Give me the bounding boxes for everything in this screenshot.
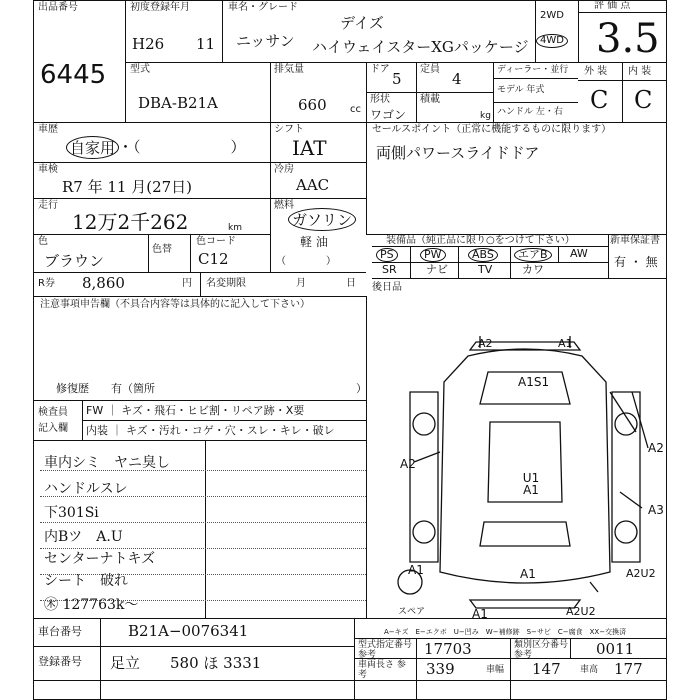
- rear-window: [480, 522, 570, 546]
- note-line: ㊍ 127763k〜: [44, 597, 139, 613]
- wheel-rr: [615, 521, 637, 543]
- equip-airbag: エアB: [514, 248, 552, 262]
- vehicle-diagram: [380, 332, 670, 622]
- length-label: 車両長さ 参考: [358, 660, 406, 680]
- first-reg-label: 初度登録年月: [130, 2, 190, 13]
- sales-point-label: セールスポイント（正常に機能するものに限ります）: [372, 124, 612, 135]
- capacity-label: 定員: [420, 64, 440, 75]
- int-grade: C: [634, 86, 653, 114]
- height-value: 177: [614, 660, 643, 678]
- fw-row: FW ｜ キズ・飛石・ヒビ割・リペア跡・X要: [86, 404, 305, 417]
- damage-mark: A3: [648, 503, 664, 517]
- doors-label: ドア: [370, 64, 390, 75]
- type-no-label: 型式指定番号 参考: [358, 640, 413, 660]
- recycle-label: R券: [38, 278, 55, 289]
- paren-label: （ ）: [276, 256, 336, 267]
- later-label: 後日品: [372, 282, 402, 293]
- equip-navi: ナビ: [426, 263, 448, 276]
- model-label: 型式: [130, 64, 150, 75]
- inspection-label: 車検: [38, 164, 58, 175]
- mileage-label: 走行: [38, 200, 58, 211]
- class-no-value: 0011: [596, 640, 635, 658]
- km-unit: km: [228, 223, 242, 233]
- note-line: シート 破れ: [44, 573, 128, 589]
- reg-no-label: 登録番号: [38, 655, 82, 668]
- grade-score-label: 評 価 点: [594, 0, 631, 11]
- width-label: 車幅: [486, 665, 505, 675]
- color-value: ブラウン: [44, 252, 105, 270]
- ac-value: AAC: [296, 176, 330, 194]
- displacement-label: 排気量: [274, 64, 304, 75]
- damage-mark: A2: [400, 457, 416, 471]
- usage-paren: ・（ ）: [118, 138, 246, 156]
- fuel-label: 燃料: [274, 200, 294, 211]
- shift-value: IAT: [292, 136, 327, 160]
- damage-mark: A1S1: [518, 375, 550, 389]
- damage-mark: A2U2: [566, 605, 596, 618]
- mileage-value: 12万2千262: [72, 210, 189, 234]
- equip-sr: SR: [382, 263, 397, 276]
- two-wd-label: 2WD: [540, 10, 564, 21]
- length-value: 339: [426, 660, 455, 678]
- handle-label: ハンドル 左・右: [497, 107, 563, 117]
- sales-text: 両側パワースライドドア: [376, 144, 540, 162]
- repair-label: 修復歴 有（箇所: [56, 382, 155, 395]
- name-change-label: 名変期限: [206, 278, 246, 289]
- equip-ps: PS: [376, 248, 398, 262]
- doors-value: 5: [392, 70, 402, 88]
- damage-mark: A1: [558, 337, 573, 350]
- warranty-label: 新車保証書: [610, 235, 660, 246]
- type-no-value: 17703: [424, 640, 472, 658]
- recycle-value: 8,860: [82, 274, 125, 292]
- day-label: 日: [346, 278, 356, 289]
- kg-unit: kg: [480, 111, 491, 121]
- car-class-label: 車歴: [38, 124, 58, 135]
- color-label: 色: [38, 236, 48, 247]
- first-reg-era: H26: [132, 35, 165, 53]
- class-no-label: 類別区分番号 参考: [514, 640, 569, 660]
- equip-tv: TV: [478, 263, 493, 276]
- damage-mark: A2U2: [626, 567, 656, 580]
- lot-number: 6445: [40, 60, 107, 90]
- dealer-label: ディーラー・並行: [497, 65, 569, 75]
- light-oil-label: 軽 油: [300, 235, 328, 249]
- note-line: 下301Si: [44, 505, 99, 521]
- cc-unit: cc: [350, 104, 361, 115]
- damage-mark: A2: [478, 337, 493, 350]
- height-label: 車高: [580, 665, 599, 675]
- inspection-value: R7 年 11 月(27日): [62, 178, 193, 196]
- int-row: 内装 ｜ キズ・汚れ・コゲ・穴・スレ・キレ・破レ: [86, 424, 335, 437]
- yen-label: 円: [182, 278, 192, 289]
- shift-label: シフト: [274, 124, 304, 135]
- equip-aw: AW: [570, 247, 588, 260]
- chassis-no-label: 車台番号: [38, 625, 82, 638]
- equip-abs: ABS: [468, 248, 498, 262]
- note-line: ハンドルスレ: [44, 481, 128, 497]
- inspector-label: 検査員 記入欄: [38, 407, 68, 434]
- lot-no-label: 出品番号: [38, 2, 78, 13]
- ext-grade: C: [590, 86, 609, 114]
- color-code-value: C12: [198, 250, 229, 268]
- equipment-label: 装備品（純正品に限り○をつけて下さい）: [386, 235, 575, 246]
- month-label: 月: [296, 278, 306, 289]
- maker: ニッサン: [236, 32, 295, 50]
- grade: ハイウェイスターXGパッケージ: [312, 38, 529, 56]
- shape-label: 形状: [370, 94, 390, 105]
- note-line: 車内シミ ヤニ臭し: [44, 455, 170, 471]
- notes-label: 注意事項申告欄（不具合内容等は具体的に記入して下さい）: [40, 299, 310, 310]
- shape-value: ワゴン: [370, 108, 407, 122]
- car-grade-label: 車名・グレード: [228, 2, 298, 13]
- capacity-value: 4: [452, 70, 462, 88]
- repair-close: ）: [356, 382, 367, 395]
- usage: 自家用: [66, 136, 119, 159]
- score: 3.5: [596, 16, 660, 62]
- damage-mark: A2: [648, 441, 664, 455]
- load-label: 積載: [420, 94, 440, 105]
- color-code-label: 色コード: [196, 236, 236, 247]
- cooler-label: 冷房: [274, 164, 294, 175]
- note-line: センターナトキズ: [44, 551, 156, 567]
- cc-value: 660: [298, 96, 327, 114]
- wheel-fl: [413, 413, 435, 435]
- damage-mark: A1: [520, 567, 536, 581]
- width-value: 147: [532, 660, 561, 678]
- color-change-label: 色替: [152, 244, 172, 255]
- chassis-value: B21A−0076341: [128, 622, 249, 640]
- damage-mark: A1: [472, 607, 488, 621]
- damage-mark: U1 A1: [522, 471, 540, 497]
- note-line: 内Bツ A.U: [44, 529, 123, 545]
- damage-legend: A−キズ E−エクボ U−凹み W−補修跡 S−サビ C−腐食 XX−交換済: [384, 628, 627, 636]
- first-reg-month: 11: [196, 35, 216, 53]
- int-label: 内 装: [628, 66, 652, 77]
- warranty-value: 有 ・ 無: [614, 255, 658, 269]
- spare-label: スペア: [398, 607, 426, 617]
- car-name: デイズ: [340, 14, 384, 32]
- wheel-rl: [413, 521, 435, 543]
- equip-pw: PW: [420, 248, 446, 262]
- four-wd-label: 4WD: [536, 34, 568, 48]
- model-year-label: モデル 年式: [497, 85, 545, 95]
- model-code: DBA-B21A: [138, 94, 218, 112]
- equip-leather: カワ: [522, 263, 544, 276]
- fuel-value: ガソリン: [288, 208, 356, 231]
- reg-value: 足立 580 ほ 3331: [110, 654, 262, 672]
- ext-label: 外 装: [584, 66, 608, 77]
- damage-mark: A1: [408, 563, 424, 577]
